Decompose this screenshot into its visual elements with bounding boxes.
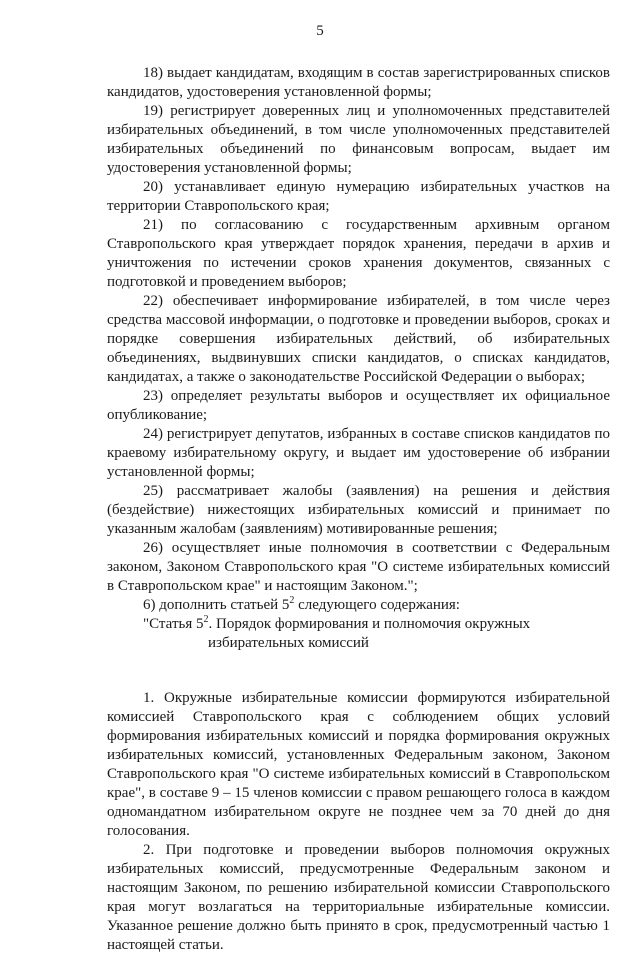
list-item-18: 18) выдает кандидатам, входящим в состав зарегистрированных списков кандидатов, удостоверения установленной формы; [107,65,610,100]
list-item-23: 23) определяет результаты выборов и осуществляет их официальное опубликование; [107,388,610,423]
list-item-22: 22) обеспечивает информирование избирателей, в том числе через средства массовой информации, о подготовке и проведении выборов, сроках и порядке совершения избирательных действий, об избирательных объединениях, выдвинувших списки кандидатов, о списках кандидатов, кандидатах, а также о законодательстве Российской Федерации о выборах; [107,293,610,385]
document-body [107,64,610,955]
list-item-20: 20) устанавливает единую нумерацию избирательных участков на территории Ставропольского края; [107,179,610,214]
article-title [107,615,610,653]
article-prefix: "Статья 5 [143,616,204,632]
amendment-text-end: следующего содержания: [294,597,460,613]
list-item-24: 24) регистрирует депутатов, избранных в составе списков кандидатов по краевому избирательному округу, и выдает им удостоверение об избрании установленной формы; [107,426,610,480]
article-title-line1 [107,615,610,634]
amendment-superscript: 2 [289,595,295,606]
article-title-line2: избирательных комиссий [208,635,369,651]
article-superscript: 2 [203,614,209,625]
amendment-line [107,596,610,615]
list-item-25: 25) рассматривает жалобы (заявления) на решения и действия (бездействие) нижестоящих избирательных комиссий и принимает по указанным жалобам (заявлениям) мотивированные решения; [107,483,610,537]
list-item-26: 26) осуществляет иные полномочия в соответствии с Федеральным законом, Законом Ставропольского края "О системе избирательных комиссий в Ставропольском крае" и настоящим Законом."; [107,540,610,594]
clause-2: 2. При подготовке и проведении выборов полномочия окружных избирательных комиссий, предусмотренные Федеральным законом и настоящим Законом, по решению избирательной комиссии Ставропольского края могут возлагаться на территориальные избирательные комиссии. Указанное решение должно быть принято в срок, предусмотренный частью 1 настоящей статьи. [107,842,610,953]
page-number: 5 [316,23,324,39]
article-title-text: . Порядок формирования и полномочия окружных [208,616,531,632]
amendment-text: 6) дополнить статьей 5 [143,597,290,613]
spacer [107,653,610,689]
list-item-19: 19) регистрирует доверенных лиц и уполномоченных представителей избирательных объединений, в том числе уполномоченных представителей избирательных объединений по финансовым вопросам, выдает им удостоверения установленной формы; [107,103,610,176]
clause-1: 1. Окружные избирательные комиссии формируются избирательной комиссией Ставропольского края с соблюдением общих условий формирования избирательных комиссий и порядка формирования окружных избирательных комиссий, установленных Федеральным законом, Законом Ставропольского края "О системе избирательных комиссий в Ставропольском крае", в составе 9 – 15 членов комиссии с правом решающего голоса в каждом одномандатном избирательном округе не позднее чем за 70 дней до дня голосования. [107,690,610,839]
list-item-21: 21) по согласованию с государственным архивным органом Ставропольского края утверждает порядок хранения, передачи в архив и уничтожения по истечении сроков хранения документов, связанных с подготовкой и проведением выборов; [107,217,610,290]
